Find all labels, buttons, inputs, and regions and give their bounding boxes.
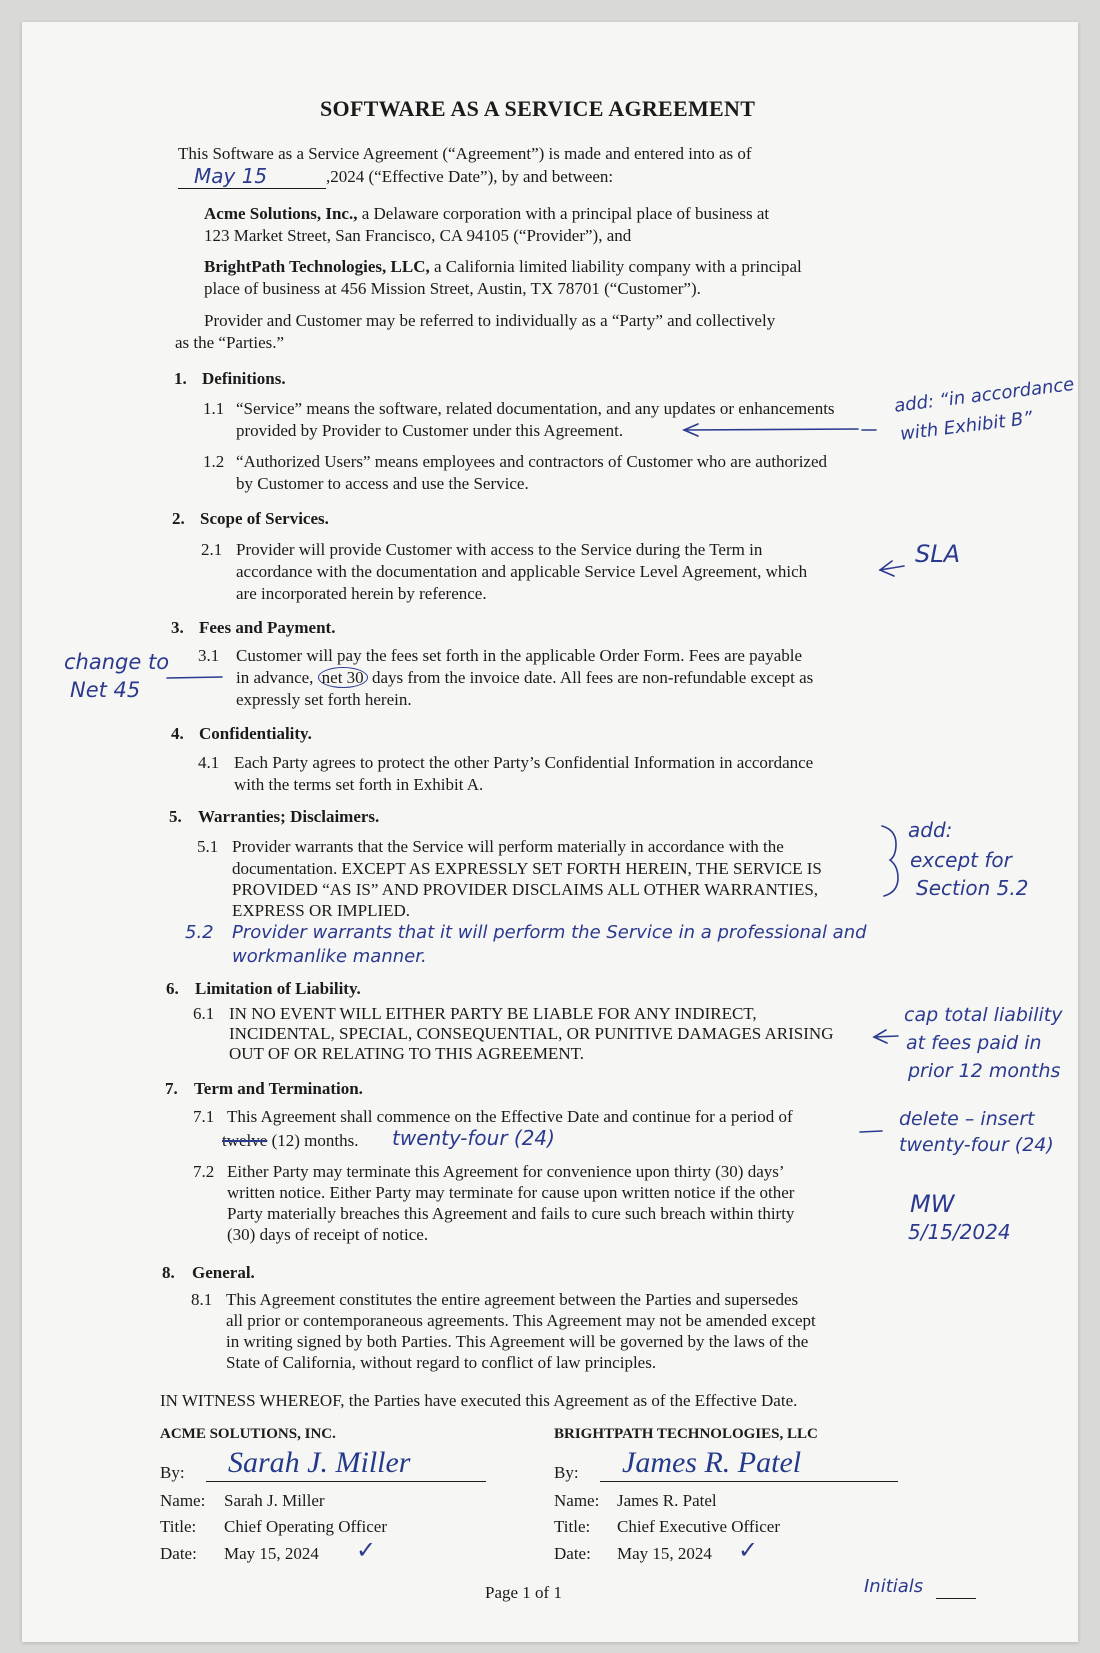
arrow-to-clause-1-1 (684, 429, 858, 430)
clause-3-1-line-3: expressly set forth herein. (236, 690, 412, 709)
clause-1-2-line-1: “Authorized Users” means employees and contractors of Customer who are authorized (236, 452, 828, 471)
section-5-number: 5. (169, 807, 182, 826)
section-6-heading: Limitation of Liability. (195, 979, 361, 998)
struck-word-twelve: twelve (222, 1131, 268, 1150)
left-date-label: Date: (160, 1544, 197, 1563)
clause-8-1-line-3: in writing signed by both Parties. This Agreement will be governed by the laws of the (226, 1332, 809, 1351)
left-signature: Sarah J. Miller (228, 1446, 411, 1479)
left-title-label: Title: (160, 1517, 197, 1536)
clause-5-1-line-4: EXPRESS OR IMPLIED. (232, 901, 411, 920)
left-name-label: Name: (160, 1491, 206, 1510)
section-1-heading: Definitions. (202, 369, 286, 388)
clause-6-1-line-1: IN NO EVENT WILL EITHER PARTY BE LIABLE FOR ANY INDIRECT, (229, 1004, 757, 1023)
clause-3-1-line-1: Customer will pay the fees set forth in the applicable Order Form. Fees are payable (236, 646, 803, 665)
parties-note-line-2: as the “Parties.” (175, 333, 285, 352)
clause-6-1-number: 6.1 (193, 1004, 215, 1023)
clause-7-2-line-1: Either Party may terminate this Agreement for convenience upon thirty (30) days’ (227, 1162, 785, 1181)
clause-7-1-months: (12) months. (267, 1131, 359, 1150)
provider-description: a Delaware corporation with a principal place of business at (357, 204, 770, 223)
right-signature: James R. Patel (622, 1446, 802, 1479)
left-date-value: May 15, 2024 (224, 1544, 319, 1563)
right-by-label: By: (554, 1463, 579, 1482)
right-date-value: May 15, 2024 (617, 1544, 712, 1563)
left-name-value: Sarah J. Miller (224, 1491, 325, 1510)
section-5-heading: Warranties; Disclaimers. (198, 807, 380, 826)
clause-8-1-number: 8.1 (191, 1290, 213, 1309)
handwritten-effective-date: May 15 (194, 164, 268, 188)
annotation-add: add: (908, 818, 953, 842)
clause-1-2-number: 1.2 (203, 452, 225, 471)
section-6-number: 6. (166, 979, 179, 998)
annotation-cap-liability-line-1: cap total liability (904, 1004, 1063, 1026)
clause-1-1-line-1: “Service” means the software, related documentation, and any updates or enhancements (236, 399, 835, 418)
customer-name: BrightPath Technologies, LLC, (204, 257, 430, 276)
clause-3-1-number: 3.1 (198, 646, 220, 665)
clause-5-1-line-2: documentation. EXCEPT AS EXPRESSLY SET FORTH HEREIN, THE SERVICE IS (232, 859, 822, 878)
clause-7-2-line-2: written notice. Either Party may terminate for cause upon written notice if the other (227, 1183, 795, 1202)
annotation-cap-liability-line-2: at fees paid in (906, 1032, 1042, 1054)
clause-5-2-line-2-handwritten: workmanlike manner. (232, 946, 427, 967)
section-2-number: 2. (172, 509, 185, 528)
annotation-section-5-2: Section 5.2 (916, 876, 1029, 900)
annotation-except-for: except for (910, 848, 1012, 872)
clause-4-1-line-2: with the terms set forth in Exhibit A. (234, 775, 484, 794)
section-1-number: 1. (174, 369, 187, 388)
annotation-sla: SLA (915, 540, 961, 568)
clause-2-1-line-2: accordance with the documentation and applicable Service Level Agreement, which (236, 562, 808, 581)
provider-name: Acme Solutions, Inc., (204, 204, 358, 223)
clause-7-2-line-4: (30) days of receipt of notice. (227, 1225, 429, 1244)
left-title-value: Chief Operating Officer (224, 1517, 388, 1536)
arrow-to-clause-6-1 (874, 1036, 898, 1037)
clause-2-1-line-3: are incorporated herein by reference. (236, 584, 487, 603)
clause-7-2-number: 7.2 (193, 1162, 215, 1181)
clause-7-1-number: 7.1 (193, 1107, 215, 1126)
annotation-delete-insert: delete – insert (899, 1108, 1035, 1130)
customer-description: a California limited liability company with a principal (429, 257, 802, 276)
annotation-initials-mw: MW (910, 1190, 955, 1218)
clause-2-1-line-1: Provider will provide Customer with access to the Service during the Term in (236, 540, 763, 559)
intro-line-2: ,2024 (“Effective Date”), by and between: (326, 167, 614, 186)
section-8-heading: General. (192, 1263, 255, 1282)
right-title-label: Title: (554, 1517, 591, 1536)
circled-net-30: net 30 (318, 667, 368, 688)
clause-7-2-line-3: Party materially breaches this Agreement and fails to cure such breach within thirty (227, 1204, 795, 1223)
clause-5-1-line-1: Provider warrants that the Service will perform materially in accordance with the (232, 837, 784, 856)
annotation-cap-liability-line-3: prior 12 months (908, 1060, 1061, 1082)
connector-net-30 (167, 677, 222, 678)
clause-8-1-line-2: all prior or contemporaneous agreements. This Agreement may not be amended except (226, 1311, 816, 1330)
section-3-heading: Fees and Payment. (199, 618, 336, 637)
clause-5-1-line-3: PROVIDED “AS IS” AND PROVIDER DISCLAIMS ALL OTHER WARRANTIES, (232, 880, 819, 899)
clause-1-1-number: 1.1 (203, 399, 225, 418)
left-check-mark: ✓ (356, 1536, 377, 1564)
clause-4-1-line-1: Each Party agrees to protect the other Party’s Confidential Information in accordance (234, 753, 814, 772)
annotation-change-to: change to (64, 650, 170, 674)
right-company-name: BRIGHTPATH TECHNOLOGIES, LLC (554, 1426, 818, 1442)
section-4-heading: Confidentiality. (199, 724, 312, 743)
document-title: SOFTWARE AS A SERVICE AGREEMENT (320, 96, 756, 121)
section-8-number: 8. (162, 1263, 175, 1282)
right-date-label: Date: (554, 1544, 591, 1563)
annotation-exhibit-b-line-2: with Exhibit B” (899, 407, 1034, 445)
section-7-number: 7. (165, 1079, 178, 1098)
section-3-number: 3. (171, 618, 184, 637)
annotation-exhibit-b-line-1: add: “in accordance (893, 373, 1076, 417)
right-name-label: Name: (554, 1491, 600, 1510)
right-title-value: Chief Executive Officer (617, 1517, 781, 1536)
clause-3-1-text-c: days from the invoice date. All fees are non-refundable except as (367, 668, 814, 687)
parties-note-line-1: Provider and Customer may be referred to individually as a “Party” and collectively (204, 311, 776, 330)
party-customer-line-2: place of business at 456 Mission Street, Austin, TX 78701 (“Customer”). (204, 279, 701, 298)
intro-line-1: This Software as a Service Agreement (“Agreement”) is made and entered into as of (178, 144, 752, 163)
clause-5-2-number-handwritten: 5.2 (185, 922, 214, 943)
initials-label: Initials (864, 1576, 924, 1597)
clause-8-1-line-1: This Agreement constitutes the entire agreement between the Parties and supersedes (226, 1290, 799, 1309)
clause-3-1-text-a: in advance, (236, 668, 318, 687)
section-4-number: 4. (171, 724, 184, 743)
clause-5-1-number: 5.1 (197, 837, 219, 856)
annotation-net-45: Net 45 (70, 678, 141, 702)
clause-2-1-number: 2.1 (201, 540, 223, 559)
annotation-initials-date: 5/15/2024 (908, 1220, 1011, 1244)
witness-statement: IN WITNESS WHEREOF, the Parties have executed this Agreement as of the Effective Date. (160, 1391, 798, 1410)
dash-clause-7-1 (860, 1131, 882, 1132)
handwritten-insert-twenty-four: twenty-four (24) (392, 1126, 555, 1150)
party-provider-line-2: 123 Market Street, San Francisco, CA 94105 (“Provider”), and (204, 226, 632, 245)
clause-4-1-number: 4.1 (198, 753, 220, 772)
bracket-clause-5-1 (882, 826, 898, 896)
clause-6-1-line-3: OUT OF OR RELATING TO THIS AGREEMENT. (229, 1044, 584, 1063)
left-by-label: By: (160, 1463, 185, 1482)
page-number: Page 1 of 1 (485, 1583, 562, 1602)
clause-7-1-line-1: This Agreement shall commence on the Effective Date and continue for a period of (227, 1107, 793, 1126)
clause-8-1-line-4: State of California, without regard to conflict of law principles. (226, 1353, 657, 1372)
annotation-twenty-four: twenty-four (24) (899, 1134, 1054, 1156)
left-company-name: ACME SOLUTIONS, INC. (160, 1426, 336, 1442)
clause-1-2-line-2: by Customer to access and use the Service. (236, 474, 529, 493)
clause-5-2-line-1-handwritten: Provider warrants that it will perform the Service in a professional and (232, 922, 867, 943)
clause-1-1-line-2: provided by Provider to Customer under this Agreement. (236, 421, 624, 440)
section-7-heading: Term and Termination. (194, 1079, 363, 1098)
clause-6-1-line-2: INCIDENTAL, SPECIAL, CONSEQUENTIAL, OR PUNITIVE DAMAGES ARISING (229, 1024, 834, 1043)
section-2-heading: Scope of Services. (200, 509, 329, 528)
right-check-mark: ✓ (738, 1536, 759, 1564)
right-name-value: James R. Patel (617, 1491, 717, 1510)
